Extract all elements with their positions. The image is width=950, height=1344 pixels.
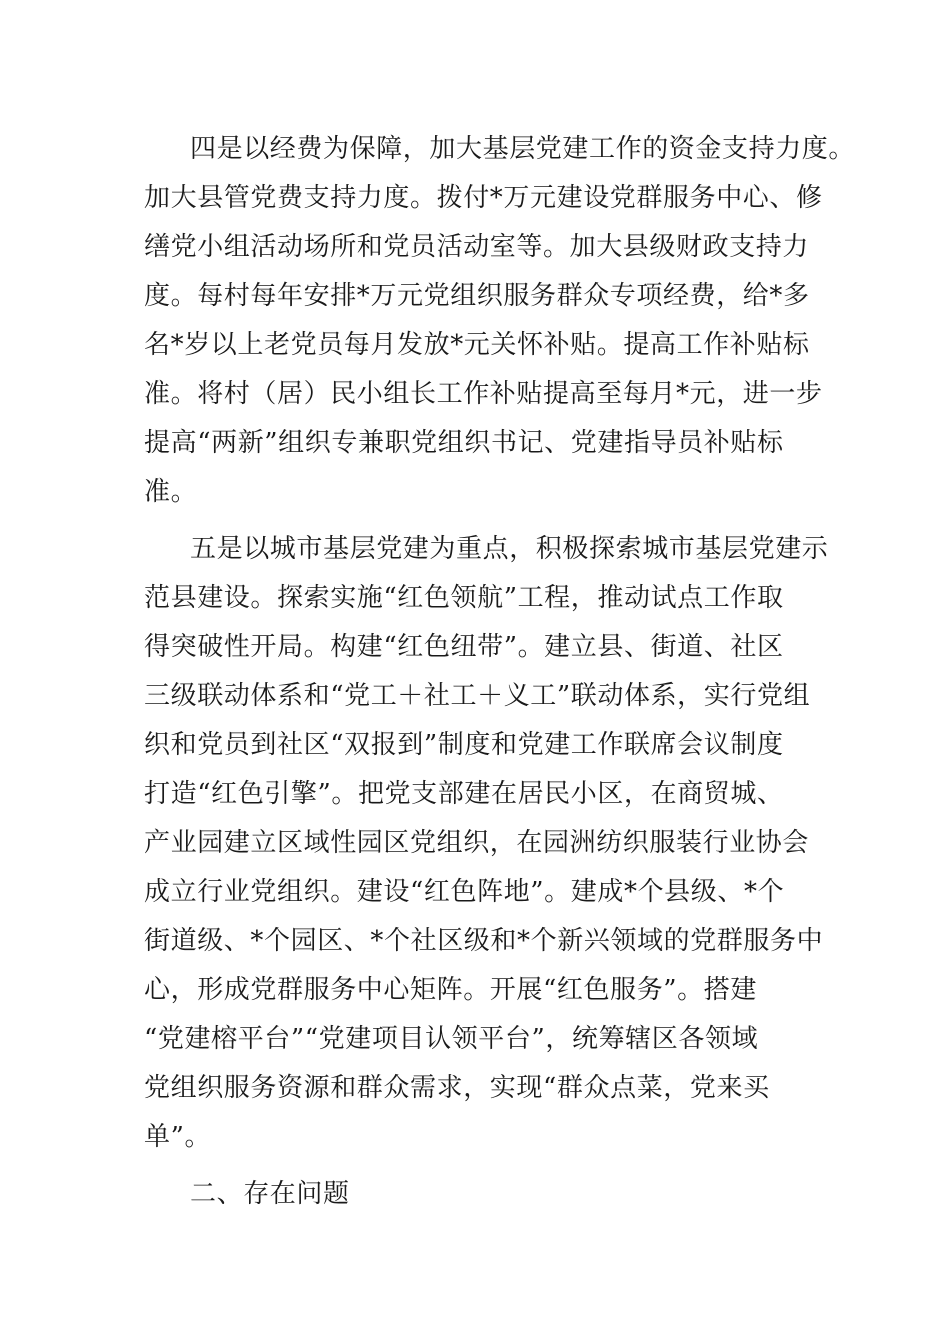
paragraph-5-line-12: 党组织服务资源和群众需求，实现“群众点菜，党来买: [144, 1073, 770, 1103]
section-heading: 二、存在问题: [190, 1179, 350, 1209]
paragraph-5-line-3: 得突破性开局。构建“红色纽带”。建立县、街道、社区: [144, 632, 784, 662]
paragraph-4-line-8: 准。: [144, 477, 198, 507]
paragraph-5-line-2: 范县建设。探索实施“红色领航”工程，推动试点工作取: [144, 583, 784, 613]
paragraph-5-line-9: 街道级、*个园区、*个社区级和*个新兴领域的党群服务中: [144, 926, 824, 956]
paragraph-5-line-1: 五是以城市基层党建为重点，积极探索城市基层党建示: [190, 534, 829, 564]
paragraph-4-line-6: 准。将村（居）民小组长工作补贴提高至每月*元，进一步: [144, 379, 823, 409]
paragraph-4-line-1: 四是以经费为保障，加大基层党建工作的资金支持力度。: [190, 134, 856, 164]
paragraph-5-line-8: 成立行业党组织。建设“红色阵地”。建成*个县级、*个: [144, 877, 785, 907]
paragraph-4-line-4: 度。每村每年安排*万元党组织服务群众专项经费，给*多: [144, 281, 810, 311]
paragraph-4-line-7: 提高“两新”组织专兼职党组织书记、党建指导员补贴标: [144, 428, 784, 458]
paragraph-5-line-4: 三级联动体系和“党工＋社工＋义工”联动体系，实行党组: [144, 681, 811, 711]
paragraph-5-line-6: 打造“红色引擎”。把党支部建在居民小区，在商贸城、: [144, 779, 784, 809]
paragraph-4-line-2: 加大县管党费支持力度。拨付*万元建设党群服务中心、修: [144, 183, 823, 213]
paragraph-4-line-5: 名*岁以上老党员每月发放*元关怀补贴。提高工作补贴标: [144, 330, 810, 360]
paragraph-5-line-13: 单”。: [144, 1122, 212, 1152]
paragraph-5-line-11: “党建榕平台”“党建项目认领平台”，统筹辖区各领域: [144, 1024, 759, 1054]
paragraph-4-line-3: 缮党小组活动场所和党员活动室等。加大县级财政支持力: [144, 232, 810, 262]
paragraph-5-line-7: 产业园建立区域性园区党组织，在园洲纺织服装行业协会: [144, 828, 810, 858]
paragraph-5-line-5: 织和党员到社区“双报到”制度和党建工作联席会议制度: [144, 730, 784, 760]
paragraph-5-line-10: 心，形成党群服务中心矩阵。开展“红色服务”。搭建: [144, 975, 757, 1005]
